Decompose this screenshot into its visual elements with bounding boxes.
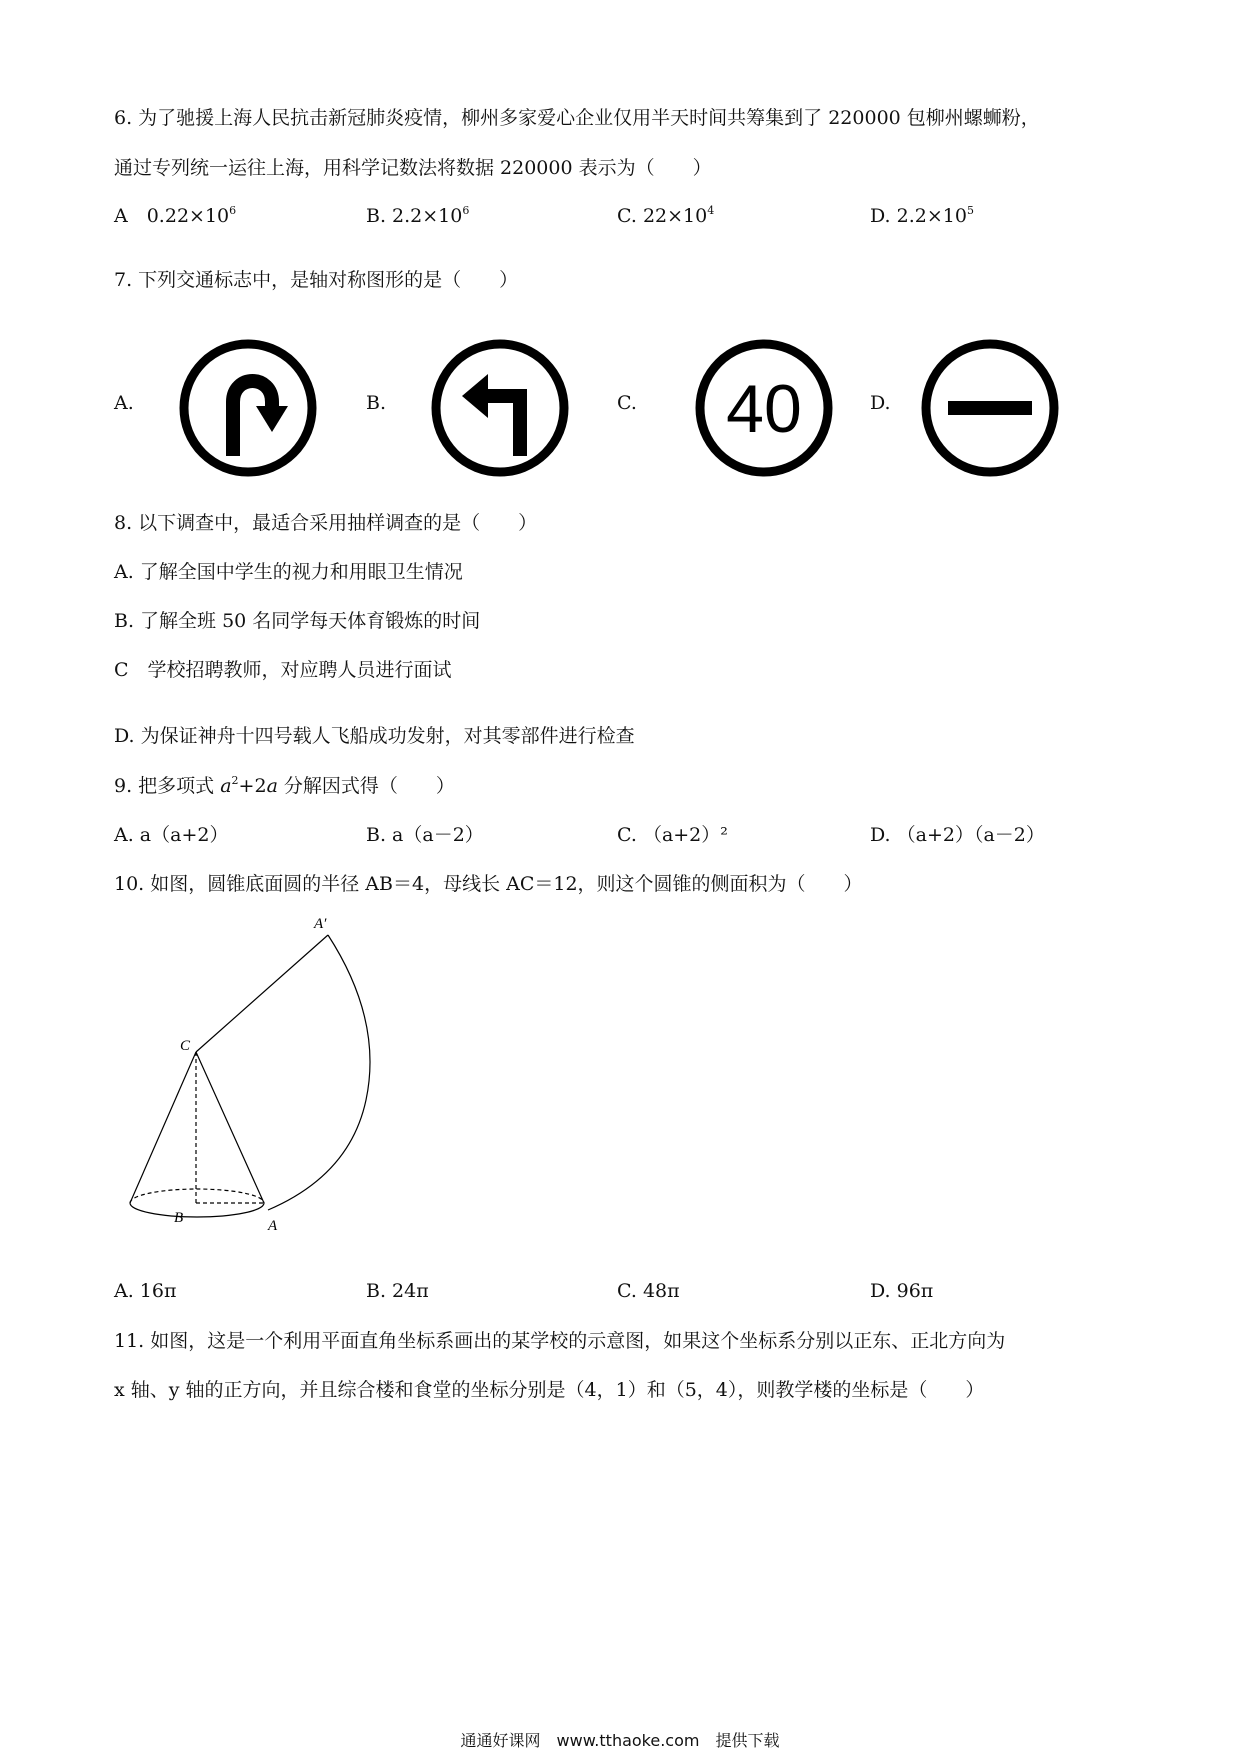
q11-stem-line2: x 轴、y 轴的正方向，并且综合楼和食堂的坐标分别是（4，1）和（5，4），则教学楼的坐标是（ ） bbox=[114, 1379, 985, 1401]
q9-option-a: A. a（a+2） bbox=[114, 824, 229, 846]
q10-option-c: C. 48π bbox=[617, 1280, 680, 1302]
q6-option-a: A $0.22\times 10^6$ bbox=[114, 204, 237, 227]
sector-arc bbox=[268, 935, 370, 1210]
generator-line bbox=[196, 935, 328, 1052]
label-c: C bbox=[180, 1038, 191, 1054]
q7-label-c: C. bbox=[617, 392, 637, 414]
q7-stem: 7. 下列交通标志中，是轴对称图形的是（ ） bbox=[114, 269, 519, 291]
base-ellipse-back bbox=[130, 1189, 264, 1203]
q6-option-d: D. $2.2\times 10^5$ bbox=[870, 204, 974, 227]
speed-limit-40-sign-icon bbox=[692, 336, 836, 480]
cone-side-right bbox=[196, 1052, 264, 1203]
cone-side-left bbox=[130, 1052, 196, 1203]
q10-option-b: B. 24π bbox=[366, 1280, 429, 1302]
label-b: B bbox=[174, 1210, 184, 1226]
q7-label-b: B. bbox=[366, 392, 387, 414]
label-a-prime: A′ bbox=[314, 916, 327, 932]
left-turn-sign-icon bbox=[428, 336, 572, 480]
no-entry-sign-icon bbox=[918, 336, 1062, 480]
cone-figure bbox=[118, 910, 418, 1240]
q10-stem: 10. 如图，圆锥底面圆的半径 AB＝4，母线长 AC＝12，则这个圆锥的侧面积为（ ） bbox=[114, 873, 863, 895]
q7-label-d: D. bbox=[870, 392, 891, 414]
q6-stem-line1: 6. 为了驰援上海人民抗击新冠肺炎疫情，柳州多家爱心企业仅用半天时间共筹集到了 220000 包柳州螺蛳粉， bbox=[114, 107, 1040, 129]
q8-stem: 8. 以下调查中，最适合采用抽样调查的是（ ） bbox=[114, 512, 538, 534]
q8-option-a: A. 了解全国中学生的视力和用眼卫生情况 bbox=[114, 561, 463, 583]
q9-option-b: B. a（a－2） bbox=[366, 824, 484, 846]
q9-option-d: D. （a+2）（a－2） bbox=[870, 824, 1045, 846]
q9-stem: 9. 把多项式 $a^2+2a$ 分解因式得（ ） bbox=[114, 774, 455, 797]
q10-option-a: A. 16π bbox=[114, 1280, 177, 1302]
u-turn-sign-icon bbox=[176, 336, 320, 480]
footer-source: 通通好课网 www.tthaoke.com 提供下载 bbox=[460, 1731, 780, 1750]
q8-option-d: D. 为保证神舟十四号载人飞船成功发射，对其零部件进行检查 bbox=[114, 725, 635, 747]
q7-label-a: A. bbox=[114, 392, 134, 414]
q6-option-c: C. $22\times 10^4$ bbox=[617, 204, 715, 227]
base-ellipse-front bbox=[130, 1203, 264, 1217]
q9-option-c: C. （a+2）² bbox=[617, 824, 728, 846]
q8-option-c: C 学校招聘教师，对应聘人员进行面试 bbox=[114, 659, 452, 681]
q6-option-b: B. $2.2\times 10^6$ bbox=[366, 204, 470, 227]
label-a: A bbox=[268, 1218, 278, 1234]
q6-stem-line2: 通过专列统一运往上海，用科学记数法将数据 220000 表示为（ ） bbox=[114, 157, 712, 179]
q11-stem-line1: 11. 如图，这是一个利用平面直角坐标系画出的某学校的示意图，如果这个坐标系分别以正东、正北方向为 bbox=[114, 1330, 1006, 1352]
q8-option-b: B. 了解全班 50 名同学每天体育锻炼的时间 bbox=[114, 610, 481, 632]
q10-option-d: D. 96π bbox=[870, 1280, 934, 1302]
speed-limit-text: 40 bbox=[726, 371, 802, 447]
